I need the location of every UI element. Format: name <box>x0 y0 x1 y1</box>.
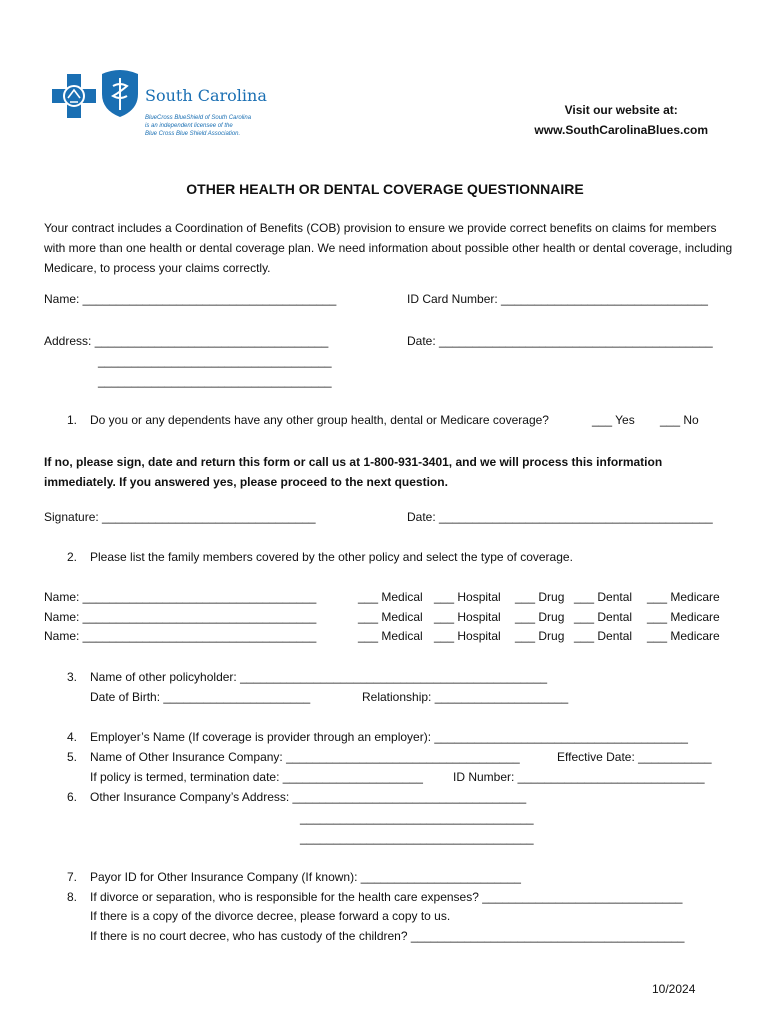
website-url[interactable]: www.SouthCarolinaBlues.com <box>534 123 708 137</box>
insurance-address-field[interactable]: Other Insurance Company’s Address: ___________________________________ <box>90 790 527 804</box>
medicare-option[interactable]: ___ Medicare <box>647 590 720 604</box>
name-field[interactable]: Name: ______________________________________ <box>44 292 337 306</box>
divorce-decree-note: If there is a copy of the divorce decree, please forward a copy to us. <box>90 909 451 923</box>
hospital-option[interactable]: ___ Hospital <box>434 590 501 604</box>
logo-tagline: BlueCross BlueShield of South Carolina is an independent licensee of the Blue Cross Blue Shield Association. <box>145 115 252 137</box>
company-logo <box>52 66 282 144</box>
q1-number: 1. <box>67 413 78 427</box>
q4-number: 4. <box>67 730 78 744</box>
blue-shield-icon <box>100 68 140 118</box>
employer-name-field[interactable]: Employer’s Name (If coverage is provider through an employer): ______________________________________ <box>90 730 688 744</box>
date-of-birth-field[interactable]: Date of Birth: ______________________ <box>90 690 311 704</box>
website-notice <box>534 100 708 140</box>
q8-number: 8. <box>67 890 78 904</box>
responsible-party-field[interactable]: If divorce or separation, who is responsible for the health care expenses? ______________________________ <box>90 890 683 904</box>
member-name-field[interactable]: Name: ___________________________________ <box>44 629 317 643</box>
q1-no-option[interactable]: ___ No <box>660 413 699 427</box>
custody-field[interactable]: If there is no court decree, who has custody of the children? _________________________________________ <box>90 929 685 943</box>
intro-paragraph: Your contract includes a Coordination of Benefits (COB) provision to ensure we provide correct benefits on claims for members with more than one health or dental coverage plan. We need information about possible other health or dental coverage, including Medicare, to process your claims correctly. <box>44 221 733 275</box>
insurance-company-field[interactable]: Name of Other Insurance Company: ___________________________________ <box>90 750 520 764</box>
insurance-address-line-3[interactable]: ___________________________________ <box>300 831 534 845</box>
dental-option[interactable]: ___ Dental <box>574 629 633 643</box>
q7-number: 7. <box>67 870 78 884</box>
signature-date-field[interactable]: Date: _________________________________________ <box>407 510 713 524</box>
medicare-option[interactable]: ___ Medicare <box>647 610 720 624</box>
medical-option[interactable]: ___ Medical <box>358 590 423 604</box>
q2-number: 2. <box>67 550 78 564</box>
instruction-notice: If no, please sign, date and return this form or call us at 1-800-931-3401, and we will process this information immediately. If you answered yes, please proceed to the next question. <box>44 455 663 489</box>
q1-yes-option[interactable]: ___ Yes <box>592 413 635 427</box>
medical-option[interactable]: ___ Medical <box>358 610 423 624</box>
q6-number: 6. <box>67 790 78 804</box>
address-line-2[interactable]: ___________________________________ <box>98 354 332 368</box>
address-field[interactable]: Address: ___________________________________ <box>44 334 329 348</box>
q1-text: Do you or any dependents have any other group health, dental or Medicare coverage? <box>90 413 549 427</box>
medicare-option[interactable]: ___ Medicare <box>647 629 720 643</box>
logo-wordmark: South Carolina <box>145 86 267 105</box>
id-number-field[interactable]: ID Number: ____________________________ <box>453 770 705 784</box>
effective-date-field[interactable]: Effective Date: ___________ <box>557 750 712 764</box>
website-label: Visit our website at: <box>564 103 678 117</box>
date-field[interactable]: Date: _________________________________________ <box>407 334 713 348</box>
insurance-address-line-2[interactable]: ___________________________________ <box>300 811 534 825</box>
q5-number: 5. <box>67 750 78 764</box>
hospital-option[interactable]: ___ Hospital <box>434 610 501 624</box>
payor-id-field[interactable]: Payor ID for Other Insurance Company (If known): ________________________ <box>90 870 521 884</box>
member-name-field[interactable]: Name: ___________________________________ <box>44 610 317 624</box>
dental-option[interactable]: ___ Dental <box>574 610 633 624</box>
page-title: OTHER HEALTH OR DENTAL COVERAGE QUESTIONNAIRE <box>186 181 584 197</box>
drug-option[interactable]: ___ Drug <box>515 629 565 643</box>
id-card-field[interactable]: ID Card Number: _______________________________ <box>407 292 708 306</box>
dental-option[interactable]: ___ Dental <box>574 590 633 604</box>
blue-cross-icon <box>52 74 96 118</box>
form-revision-date: 10/2024 <box>652 982 696 996</box>
signature-field[interactable]: Signature: ________________________________ <box>44 510 316 524</box>
termination-date-field[interactable]: If policy is termed, termination date: _____________________ <box>90 770 423 784</box>
medical-option[interactable]: ___ Medical <box>358 629 423 643</box>
drug-option[interactable]: ___ Drug <box>515 610 565 624</box>
q2-text: Please list the family members covered by the other policy and select the type of coverage. <box>90 550 573 564</box>
member-name-field[interactable]: Name: ___________________________________ <box>44 590 317 604</box>
relationship-field[interactable]: Relationship: ____________________ <box>362 690 569 704</box>
policyholder-name-field[interactable]: Name of other policyholder: ______________________________________________ <box>90 670 548 684</box>
q3-number: 3. <box>67 670 78 684</box>
hospital-option[interactable]: ___ Hospital <box>434 629 501 643</box>
drug-option[interactable]: ___ Drug <box>515 590 565 604</box>
address-line-3[interactable]: ___________________________________ <box>98 374 332 388</box>
